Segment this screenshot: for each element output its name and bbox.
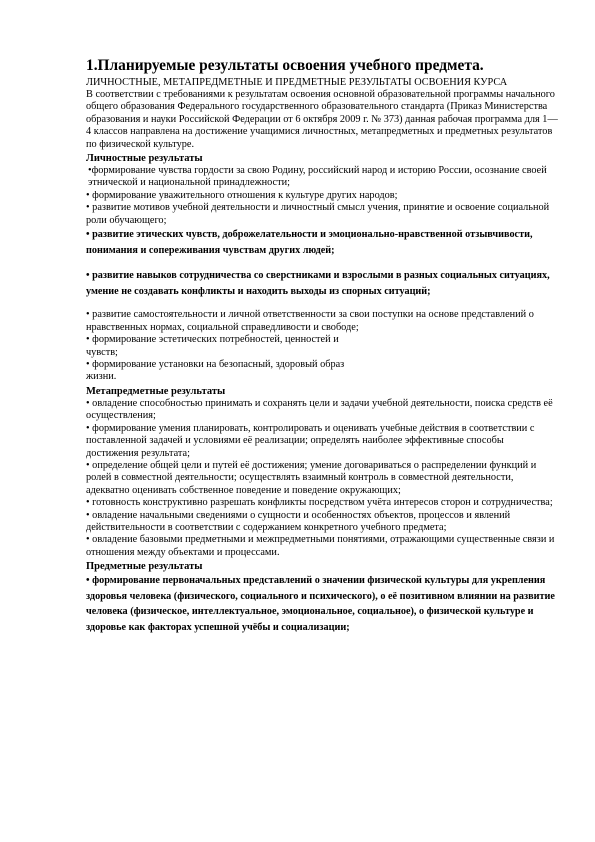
meta-results-heading: Метапредметные результаты [86,385,226,397]
document-title: 1.Планируемые результаты освоения учебного предмета. [86,57,484,74]
intro-paragraph: В соответствии с требованиями к результатам освоения основной образовательной программы начального общего образования Федерального государственного образовательного стандарта (Приказ Министерства образования и науки Российской Федерации от 6 октября 2009 г. № 373) данная рабочая программа для 1—4 классов направлена на достижение учащимися личностных, метапредметных и предметных результатов по физической культуре. [86,89,558,150]
list-item: •формирование чувства гордости за свою Родину, российский народ и историю России, осознание своей этнической и национальной принадлежности; [88,165,547,189]
personal-results-heading: Личностные результаты [86,153,203,165]
list-item: • развитие этических чувств, доброжелательности и эмоционально-нравственной отзывчивости, понимания и сопереживания чувствам других людей; [86,229,533,256]
list-item: • формирование установки на безопасный, здоровый образ [86,359,345,371]
list-item: • овладение базовыми предметными и межпредметными понятиями, отражающими существенные связи и отношения между объектами и процессами. [86,534,555,558]
list-item: • развитие мотивов учебной деятельности и личностный смысл учения, принятие и освоение социальной роли обучающего; [86,202,550,226]
document-content [86,57,558,636]
subject-results-heading: Предметные результаты [86,561,203,573]
section-subtitle: ЛИЧНОСТНЫЕ, МЕТАПРЕДМЕТНЫЕ И ПРЕДМЕТНЫЕ РЕЗУЛЬТАТЫ ОСВОЕНИЯ КУРСА [86,77,508,88]
list-item: • формирование уважительного отношения к культуре других народов; [86,189,398,201]
list-item: жизни. [86,371,117,383]
list-item: чувств; [86,346,118,358]
list-item: • овладение способностью принимать и сохранять цели и задачи учебной деятельности, поиска средств её осуществления; [86,397,553,422]
list-item: • овладение начальными сведениями о сущности и особенностях объектов, процессов и явлений действительности в соответствии с содержанием конкретного учебного предмета; [86,509,511,533]
list-item: • формирование умения планировать, контролировать и оценивать учебные действия в соответствии с поставленной задачей и условиями её реализации; определять наиболее эффективные способы достижения результата; [86,422,535,459]
list-item: • развитие самостоятельности и личной ответственности за свои поступки на основе представлений о нравственных нормах, социальной справедливости и свободе; [86,309,534,333]
list-item: • определение общей цели и путей её достижения; умение договариваться о распределении функций и ролей в совместной деятельности; осуществлять взаимный контроль в совместной деятельности, адекватно оценивать собственное поведение и поведение окружающих; [86,459,537,496]
list-item: • формирование эстетических потребностей, ценностей и [86,334,339,346]
list-item: • развитие навыков сотрудничества со сверстниками и взрослыми в разных социальных ситуациях, умение не создавать конфликты и находить выходы из спорных ситуаций; [86,270,550,297]
list-item: • готовность конструктивно разрешать конфликты посредством учёта интересов сторон и сотрудничества; [86,497,553,509]
list-item: • формирование первоначальных представлений о значении физической культуры для укрепления здоровья человека (физического, социального и психического), о её позитивном влиянии на развитие человека (физическое, интеллектуальное, эмоциональное, социальное), о физической культуре и здоровье как факторах успешной учёбы и социализации; [86,575,555,633]
